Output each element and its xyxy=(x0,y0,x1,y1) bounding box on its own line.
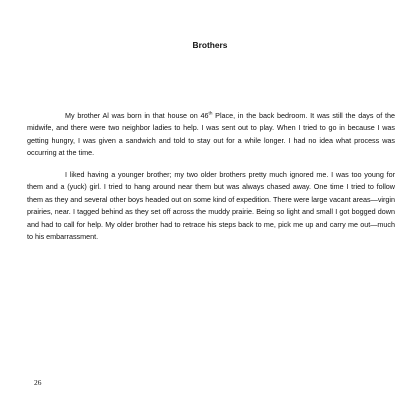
page-number: 26 xyxy=(34,378,42,387)
ordinal-suffix: th xyxy=(208,110,213,116)
paragraph-text-after-ordinal: Place, in the back bedroom. It was still the days of the midwife, and there were two neighbor ladies to help. I was sent out to play. When I tried to go in because I was getting hungry, I was given a sandwich and told to stay out for a while longer. I had no idea what process was occurring at the time. xyxy=(27,111,395,158)
paragraph-birth-of-brother xyxy=(27,110,395,160)
page-title: Brothers xyxy=(192,40,228,50)
paragraph-text-before-ordinal: My brother Al was born in that house on 46 xyxy=(65,111,209,120)
paragraph-older-brothers: I liked having a younger brother; my two older brothers pretty much ignored me. I was too young for them and a (yuck) girl. I tried to hang around near them but was always chased away. One time I tried to follow them as they and several other boys headed out on some kind of expedition. There were large vacant areas—virgin prairies, near. I tagged behind as they set off across the muddy prairie. Being so light and small I got bogged down and had to call for help. My older brother had to retrace his steps back to me, pick me up and carry me out—much to his embarrassment. xyxy=(27,170,395,242)
